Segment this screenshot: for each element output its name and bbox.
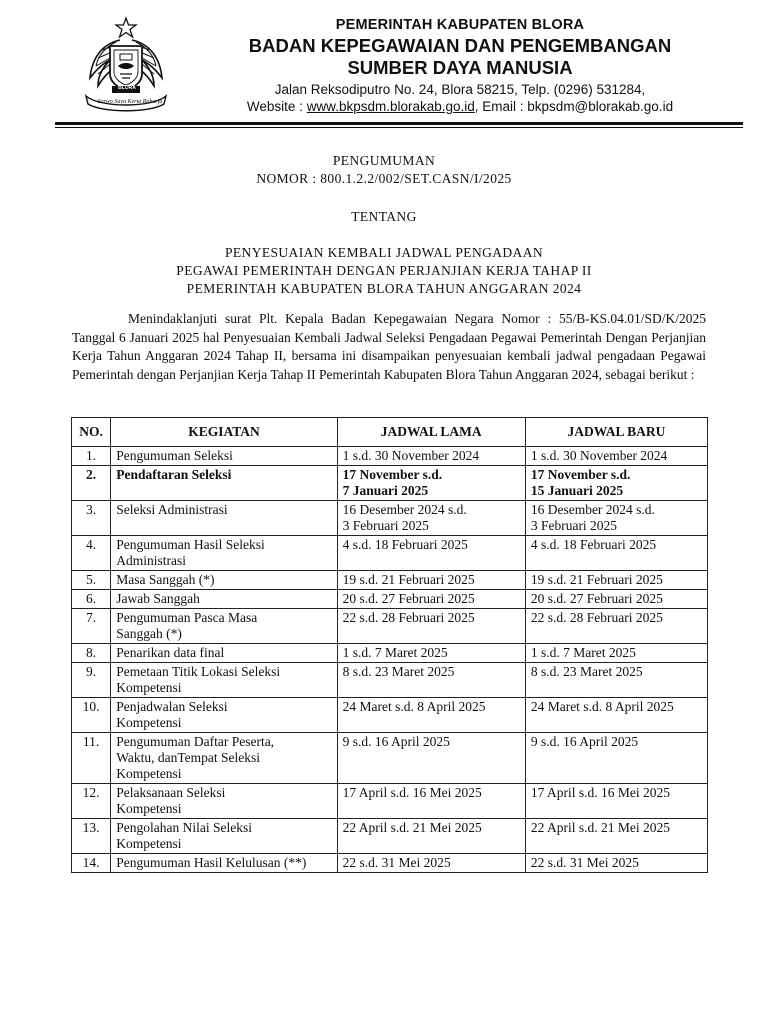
agency-name-line1: BADAN KEPEGAWAIAN DAN PENGEMBANGAN	[248, 35, 672, 56]
cell-row-number: 2.	[72, 466, 111, 501]
cell-new-schedule: 1 s.d. 30 November 2024	[525, 447, 707, 466]
government-name: PEMERINTAH KABUPATEN BLORA	[335, 17, 585, 33]
table-row	[72, 663, 708, 698]
cell-row-number: 7.	[72, 609, 111, 644]
cell-new-schedule: 24 Maret s.d. 8 April 2025	[525, 698, 707, 733]
subject-line: PENYESUAIAN KEMBALI JADWAL PENGADAAN	[224, 245, 543, 260]
letterhead-divider-thick	[55, 122, 743, 125]
cell-row-number: 3.	[72, 501, 111, 536]
cell-old-schedule: 24 Maret s.d. 8 April 2025	[337, 698, 525, 733]
cell-old-schedule: 22 April s.d. 21 Mei 2025	[337, 819, 525, 854]
cell-old-schedule: 22 s.d. 28 Februari 2025	[337, 609, 525, 644]
header-kegiatan: KEGIATAN	[111, 418, 337, 447]
cell-activity: Pengumuman Hasil Seleksi Administrasi	[111, 536, 337, 571]
letterhead-divider-thin	[55, 127, 743, 128]
announcement-header	[0, 152, 768, 188]
cell-new-schedule: 22 s.d. 31 Mei 2025	[525, 854, 707, 873]
cell-row-number: 8.	[72, 644, 111, 663]
email-text: , Email : bkpsdm@blorakab.go.id	[474, 99, 674, 114]
cell-new-schedule: 16 Desember 2024 s.d. 3 Februari 2025	[525, 501, 707, 536]
table-row	[72, 698, 708, 733]
agency-name-line2: SUMBER DAYA MANUSIA	[347, 57, 573, 78]
cell-old-schedule: 8 s.d. 23 Maret 2025	[337, 663, 525, 698]
agency-contact	[180, 98, 740, 115]
cell-new-schedule: 4 s.d. 18 Februari 2025	[525, 536, 707, 571]
cell-row-number: 11.	[72, 733, 111, 784]
header-jadwal-baru: JADWAL BARU	[525, 418, 707, 447]
schedule-table	[71, 417, 708, 873]
announcement-heading: PENGUMUMAN	[332, 153, 436, 168]
table-row	[72, 733, 708, 784]
table-row	[72, 784, 708, 819]
cell-row-number: 14.	[72, 854, 111, 873]
cell-new-schedule: 9 s.d. 16 April 2025	[525, 733, 707, 784]
table-row	[72, 466, 708, 501]
cell-old-schedule: 17 April s.d. 16 Mei 2025	[337, 784, 525, 819]
cell-new-schedule: 22 April s.d. 21 Mei 2025	[525, 819, 707, 854]
cell-old-schedule: 9 s.d. 16 April 2025	[337, 733, 525, 784]
cell-new-schedule: 8 s.d. 23 Maret 2025	[525, 663, 707, 698]
cell-new-schedule: 19 s.d. 21 Februari 2025	[525, 571, 707, 590]
body-paragraph	[72, 310, 706, 384]
header-jadwal-lama: JADWAL LAMA	[337, 418, 525, 447]
cell-old-schedule: 4 s.d. 18 Februari 2025	[337, 536, 525, 571]
cell-old-schedule: 22 s.d. 31 Mei 2025	[337, 854, 525, 873]
cell-row-number: 1.	[72, 447, 111, 466]
announcement-subject	[0, 244, 768, 298]
cell-new-schedule: 17 November s.d. 15 Januari 2025	[525, 466, 707, 501]
cell-new-schedule: 20 s.d. 27 Februari 2025	[525, 590, 707, 609]
table-row	[72, 644, 708, 663]
cell-new-schedule: 17 April s.d. 16 Mei 2025	[525, 784, 707, 819]
website-label: Website :	[246, 99, 307, 114]
table-row	[72, 590, 708, 609]
cell-activity: Penarikan data final	[111, 644, 337, 663]
subject-line: PEMERINTAH KABUPATEN BLORA TAHUN ANGGARAN 2024	[186, 281, 582, 296]
announcement-number: NOMOR : 800.1.2.2/002/SET.CASN/I/2025	[256, 171, 512, 186]
cell-new-schedule: 22 s.d. 28 Februari 2025	[525, 609, 707, 644]
cell-activity: Pengolahan Nilai Seleksi Kompetensi	[111, 819, 337, 854]
table-row	[72, 536, 708, 571]
cell-row-number: 4.	[72, 536, 111, 571]
cell-row-number: 12.	[72, 784, 111, 819]
table-row	[72, 609, 708, 644]
subject-line: PEGAWAI PEMERINTAH DENGAN PERJANJIAN KERJA TAHAP II	[176, 263, 592, 278]
cell-activity: Pengumuman Pasca Masa Sanggah (*)	[111, 609, 337, 644]
cell-row-number: 13.	[72, 819, 111, 854]
cell-new-schedule: 1 s.d. 7 Maret 2025	[525, 644, 707, 663]
cell-activity: Pengumuman Seleksi	[111, 447, 337, 466]
cell-row-number: 6.	[72, 590, 111, 609]
cell-activity: Pemetaan Titik Lokasi Seleksi Kompetensi	[111, 663, 337, 698]
emblem-region-text: BLORA	[118, 85, 136, 91]
table-row	[72, 447, 708, 466]
table-row	[72, 571, 708, 590]
table-header-row	[72, 418, 708, 447]
cell-activity: Pelaksanaan Seleksi Kompetensi	[111, 784, 337, 819]
header-no: NO.	[72, 418, 111, 447]
cell-old-schedule: 1 s.d. 7 Maret 2025	[337, 644, 525, 663]
announcement-about: TENTANG	[351, 209, 417, 224]
table-row	[72, 819, 708, 854]
cell-old-schedule: 17 November s.d. 7 Januari 2025	[337, 466, 525, 501]
cell-activity: Pengumuman Daftar Peserta, Waktu, danTempat Seleksi Kompetensi	[111, 733, 337, 784]
cell-old-schedule: 20 s.d. 27 Februari 2025	[337, 590, 525, 609]
cell-activity: Pendaftaran Seleksi	[111, 466, 337, 501]
cell-old-schedule: 19 s.d. 21 Februari 2025	[337, 571, 525, 590]
cell-activity: Seleksi Administrasi	[111, 501, 337, 536]
table-row	[72, 501, 708, 536]
cell-activity: Jawab Sanggah	[111, 590, 337, 609]
letterhead	[180, 16, 740, 115]
body-text: Menindaklanjuti surat Plt. Kepala Badan Kepegawaian Negara Nomor : 55/B-KS.04.01/SD/K/2025 Tanggal 6 Januari 2025 hal Penyesuaian Kembali Jadwal Seleksi Pengadaan Pegawai Pemerintah Dengan Perjanjian Kerja Tahun Anggaran 2024 Tahap II, bersama ini disampaikan penyesuaian kembali jadwal pengadaan Pegawai Pemerintah dengan Perjanjian Kerja Tahap II Pemerintah Kabupaten Blora Tahun Anggaran 2024, sebagai berikut :	[72, 311, 706, 382]
cell-activity: Pengumuman Hasil Kelulusan (**)	[111, 854, 337, 873]
cell-activity: Penjadwalan Seleksi Kompetensi	[111, 698, 337, 733]
cell-row-number: 9.	[72, 663, 111, 698]
website-link[interactable]: www.bkpsdm.blorakab.go.id	[306, 99, 475, 114]
table-row	[72, 854, 708, 873]
emblem-motto-text: Sarwo Saya Kerta Raharja	[97, 99, 163, 105]
table-body	[72, 447, 708, 873]
cell-activity: Masa Sanggah (*)	[111, 571, 337, 590]
cell-row-number: 10.	[72, 698, 111, 733]
cell-row-number: 5.	[72, 571, 111, 590]
agency-address: Jalan Reksodiputro No. 24, Blora 58215, Telp. (0296) 531284,	[274, 82, 646, 97]
cell-old-schedule: 16 Desember 2024 s.d. 3 Februari 2025	[337, 501, 525, 536]
cell-old-schedule: 1 s.d. 30 November 2024	[337, 447, 525, 466]
